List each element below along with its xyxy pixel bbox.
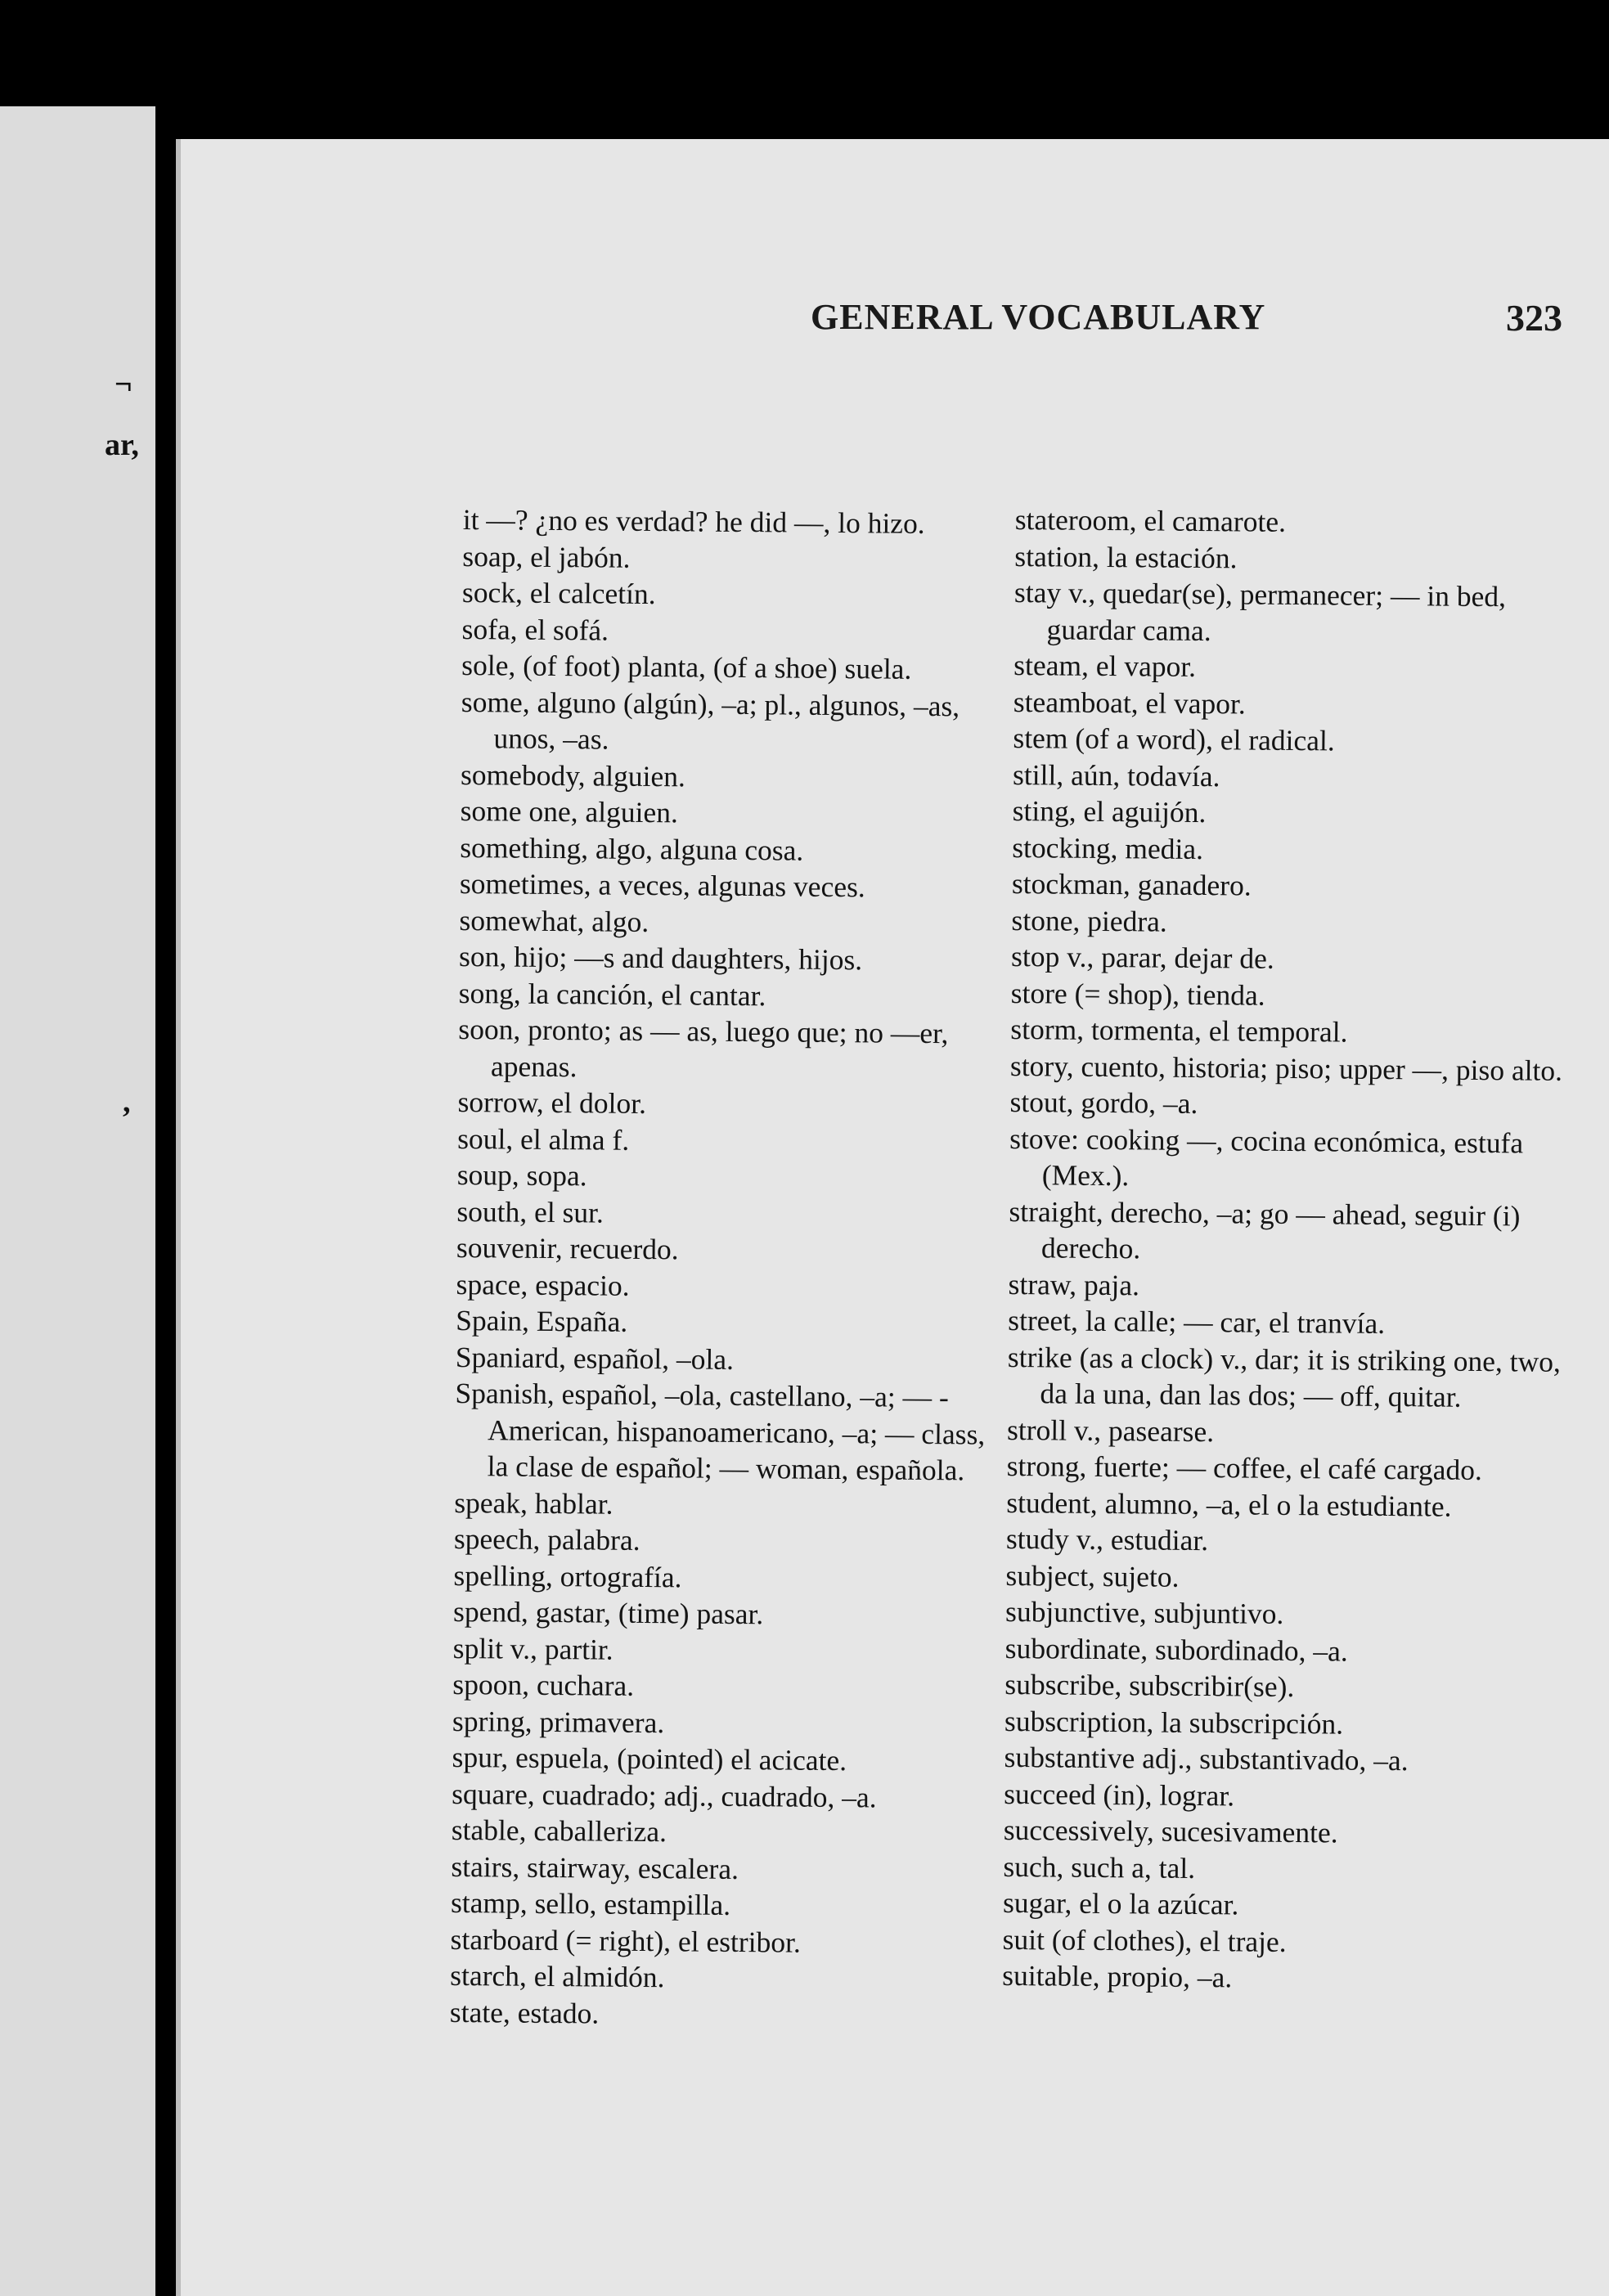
vocabulary-entry: sugar, el o la azúcar. <box>1002 1885 1239 1921</box>
vocabulary-entry: subscription, la subscripción. <box>1004 1704 1344 1741</box>
vocabulary-entry: strong, fuerte; — coffee, el café cargado. <box>1006 1449 1483 1487</box>
vocabulary-entry: subjunctive, subjuntivo. <box>1005 1594 1284 1630</box>
vocabulary-entry: soap, el jabón. <box>462 539 631 574</box>
vocabulary-entry: spur, espuela, (pointed) el acicate. <box>452 1740 847 1777</box>
previous-page-fragment: ¬ <box>115 367 133 402</box>
page-number: 323 <box>1506 297 1562 339</box>
vocabulary-entry: such, such a, tal. <box>1003 1849 1196 1885</box>
vocabulary-entry: starboard (= right), el estribor. <box>450 1922 801 1959</box>
previous-page-edge <box>0 106 155 2296</box>
vocabulary-entry: it —? ¿no es verdad? he did —, lo hizo. <box>462 502 925 540</box>
vocabulary-entry: song, la canción, el cantar. <box>458 976 766 1012</box>
vocabulary-entry: subordinate, subordinado, –a. <box>1005 1631 1348 1668</box>
vocabulary-entry: street, la calle; — car, el tranvía. <box>1008 1303 1386 1340</box>
previous-page-fragment: , <box>123 1085 131 1119</box>
vocabulary-entry: subject, sujeto. <box>1005 1558 1180 1593</box>
vocabulary-entry: something, algo, alguna cosa. <box>460 830 804 867</box>
vocabulary-entry: stable, caballeriza. <box>451 1813 667 1849</box>
vocabulary-entry: souvenir, recuerdo. <box>456 1230 679 1266</box>
vocabulary-entry: somebody, alguien. <box>460 757 686 793</box>
vocabulary-entry: soul, el alma f. <box>457 1121 630 1157</box>
vocabulary-entry: spend, gastar, (time) pasar. <box>452 1594 764 1631</box>
vocabulary-entry: son, hijo; —s and daughters, hijos. <box>458 939 863 977</box>
vocabulary-entry: strike (as a clock) v., dar; it is striking one, two, da la una, dan las dos; — off, quitar. <box>1007 1340 1562 1413</box>
vocabulary-entry: speech, palabra. <box>453 1521 640 1557</box>
vocabulary-entry: substantive adj., substantivado, –a. <box>1004 1740 1409 1777</box>
vocabulary-entry: stop v., parar, dejar de. <box>1010 939 1274 975</box>
vocabulary-entry: sofa, el sofá. <box>461 612 609 647</box>
vocabulary-entry: story, cuento, historia; piso; upper —, piso alto. <box>1009 1049 1563 1087</box>
previous-page-fragment: ar, <box>105 428 139 462</box>
running-head: GENERAL VOCABULARY <box>811 297 1266 337</box>
vocabulary-entry: space, espacio. <box>456 1267 630 1302</box>
vocabulary-entry: soon, pronto; as — as, luego que; no —er, apenas. <box>458 1012 949 1083</box>
vocabulary-entry: Spaniard, español, –ola. <box>455 1340 735 1376</box>
vocabulary-entry: storm, tormenta, el temporal. <box>1010 1012 1348 1049</box>
vocabulary-entry: suit (of clothes), el traje. <box>1002 1922 1287 1958</box>
vocabulary-entry: study v., estudiar. <box>1005 1521 1209 1557</box>
vocabulary-entry: still, aún, todavía. <box>1012 757 1220 793</box>
vocabulary-entry: south, el sur. <box>456 1194 604 1229</box>
vocabulary-entry: sometimes, a veces, algunas veces. <box>459 866 865 904</box>
vocabulary-entry: sorrow, el dolor. <box>457 1085 647 1120</box>
vocabulary-entry: spoon, cuchara. <box>452 1667 635 1702</box>
vocabulary-entry: Spain, España. <box>456 1303 628 1338</box>
vocabulary-entry: stockman, ganadero. <box>1011 866 1252 902</box>
vocabulary-entry: stone, piedra. <box>1011 903 1167 938</box>
vocabulary-entry: split v., partir. <box>452 1631 613 1666</box>
left-column <box>450 501 1003 2035</box>
vocabulary-entry: spelling, ortografía. <box>453 1558 682 1593</box>
vocabulary-entry: stamp, sello, estampilla. <box>450 1885 731 1921</box>
vocabulary-entry: steamboat, el vapor. <box>1013 685 1246 720</box>
vocabulary-entry: somewhat, algo. <box>459 903 649 938</box>
vocabulary-entry: steam, el vapor. <box>1013 648 1197 683</box>
vocabulary-entry: straight, derecho, –a; go — ahead, seguir (i) derecho. <box>1009 1194 1521 1265</box>
vocabulary-entry: stay v., quedar(se), permanecer; — in bed, guardar cama. <box>1013 575 1507 647</box>
vocabulary-entry: station, la estación. <box>1014 539 1238 574</box>
vocabulary-entry: sole, (of foot) planta, (of a shoe) suela. <box>461 648 912 685</box>
vocabulary-entry: straw, paja. <box>1008 1267 1140 1301</box>
book-page <box>176 139 1609 2296</box>
vocabulary-entry: suitable, propio, –a. <box>1002 1958 1233 1994</box>
vocabulary-entry: starch, el almidón. <box>450 1958 665 1994</box>
vocabulary-entry: stateroom, el camarote. <box>1014 502 1287 538</box>
vocabulary-entry: sting, el aguijón. <box>1012 793 1207 829</box>
vocabulary-entry: speak, hablar. <box>454 1485 613 1521</box>
vocabulary-entry: stocking, media. <box>1012 830 1204 865</box>
vocabulary-entry: stairs, stairway, escalera. <box>451 1849 739 1885</box>
vocabulary-entry: stroll v., pasearse. <box>1006 1413 1215 1448</box>
vocabulary-entry: state, estado. <box>449 1995 600 2030</box>
vocabulary-entry: some one, alguien. <box>460 793 679 829</box>
vocabulary-entry: stove: cooking —, cocina económica, estufa (Mex.). <box>1009 1121 1524 1193</box>
vocabulary-entry: successively, sucesivamente. <box>1003 1813 1338 1849</box>
vocabulary-entry: square, cuadrado; adj., cuadrado, –a. <box>452 1777 877 1813</box>
vocabulary-entry: store (= shop), tienda. <box>1010 976 1265 1012</box>
vocabulary-entry: subscribe, subscribir(se). <box>1005 1667 1295 1704</box>
vocabulary-entry: stem (of a word), el radical. <box>1013 721 1335 757</box>
vocabulary-entry: soup, sopa. <box>456 1157 587 1193</box>
vocabulary-entry: student, alumno, –a, el o la estudiante. <box>1006 1485 1452 1523</box>
vocabulary-entry: succeed (in), lograr. <box>1004 1777 1235 1812</box>
vocabulary-entry: some, alguno (algún), –a; pl., algunos, –as, unos, –as. <box>461 685 960 756</box>
vocabulary-entry: Spanish, español, –ola, castellano, –a; — -American, hispanoamericano, –a; — class, la clase de español; — woman, española. <box>455 1376 986 1487</box>
vocabulary-entry: spring, primavera. <box>452 1704 665 1739</box>
vocabulary-entry: sock, el calcetín. <box>461 575 656 611</box>
right-column <box>1002 501 1588 1999</box>
vocabulary-entry: stout, gordo, –a. <box>1009 1085 1198 1120</box>
